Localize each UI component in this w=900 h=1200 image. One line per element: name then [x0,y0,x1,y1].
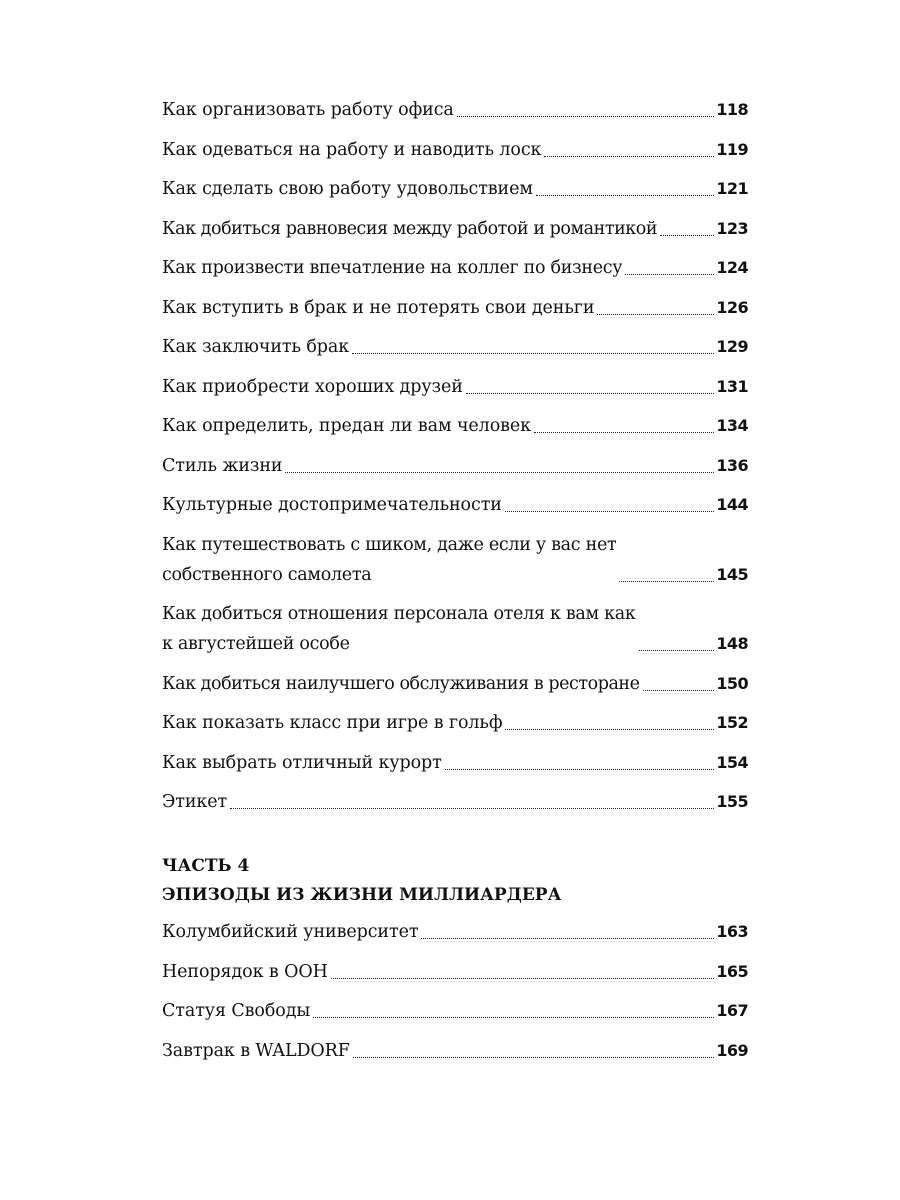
toc-entry-title: Как добиться отношения персонала отеля к вам как к августейшей особе [162,604,636,654]
toc-entry[interactable] [162,95,748,125]
toc-entry-title: Непорядок в ООН [162,961,328,982]
dot-leader [352,352,714,354]
toc-entry-page: 165 [716,961,748,981]
toc-entry-title: Как заключить брак [162,337,350,357]
toc-entry-page: 145 [716,564,748,584]
toc-entry-title: Завтрак в WALDORF [162,1040,350,1061]
dot-leader [313,1016,714,1018]
toc-entry[interactable] [162,957,748,987]
toc-entry-page: 167 [716,1001,748,1020]
toc-entry-title: Этикет [162,792,228,812]
toc-entry-page: 126 [716,297,748,317]
toc-list [162,95,748,827]
toc-entry[interactable] [162,599,748,659]
dot-leader [536,194,715,196]
toc-entry-page: 148 [716,634,748,653]
toc-entry-page: 152 [716,713,748,732]
dot-leader [353,1056,715,1058]
toc-entry[interactable] [162,253,748,283]
toc-entry-title: Как вступить в брак и не потерять свои деньги [162,297,595,318]
dot-leader [597,313,714,315]
part-title: ЭПИЗОДЫ ИЗ ЖИЗНИ МИЛЛИАРДЕРА [162,885,562,905]
toc-entry[interactable] [162,174,748,204]
toc-entry-page: 131 [716,376,748,396]
toc-entry-page: 118 [716,100,748,119]
toc-list-part4 [162,917,748,1075]
dot-leader [421,937,714,939]
dot-leader [331,977,715,979]
toc-entry[interactable] [162,530,748,590]
toc-entry-title: Как добиться равновесия между работой и романтикой [162,218,658,239]
dot-leader [639,649,715,651]
toc-entry-title: Как произвести впечатление на коллег по бизнесу [162,258,623,278]
toc-entry-title: Как одеваться на работу и наводить лоск [162,139,542,160]
toc-entry[interactable] [162,293,748,323]
dot-leader [544,155,714,157]
toc-entry[interactable] [162,708,748,738]
toc-entry[interactable] [162,917,748,947]
toc-entry-page: 169 [716,1040,748,1060]
toc-entry-page: 119 [716,139,748,159]
toc-entry[interactable] [162,332,748,362]
dot-leader [466,392,715,394]
toc-entry[interactable] [162,451,748,481]
dot-leader [285,471,714,473]
toc-entry-page: 150 [716,673,748,693]
toc-entry-page: 155 [716,792,748,811]
toc-entry-page: 123 [716,218,748,238]
toc-entry-page: 124 [716,258,748,277]
toc-entry[interactable] [162,748,748,778]
toc-entry-page: 134 [716,416,748,435]
toc-entry-title: Культурные достопримечательности [162,495,502,515]
dot-leader [505,728,714,730]
toc-entry-page: 154 [716,752,748,772]
toc-entry-title: Стиль жизни [162,455,283,476]
toc-entry[interactable] [162,372,748,402]
toc-entry-page: 121 [716,179,748,198]
toc-entry-title: Как сделать свою работу удовольствием [162,179,533,199]
dot-leader [505,510,715,512]
toc-entry[interactable] [162,669,748,699]
toc-entry[interactable] [162,490,748,520]
toc-entry-page: 136 [716,455,748,475]
toc-entry-title: Как путешествовать с шиком, даже если у вас нет собственного самолета [162,534,617,585]
toc-entry-title: Как приобрести хороших друзей [162,376,463,397]
toc-entry-title: Как добиться наилучшего обслуживания в ресторане [162,673,640,694]
part-heading [162,852,748,910]
toc-entry[interactable] [162,411,748,441]
dot-leader [643,689,715,691]
toc-entry-title: Колумбийский университет [162,922,419,942]
dot-leader [534,431,714,433]
toc-entry-title: Как выбрать отличный курорт [162,752,442,773]
dot-leader [230,807,714,809]
toc-entry-title: Статуя Свободы [162,1001,311,1021]
toc-entry[interactable] [162,1036,748,1066]
part-label: ЧАСТЬ 4 [162,856,250,876]
toc-entry[interactable] [162,787,748,817]
toc-entry[interactable] [162,996,748,1026]
dot-leader [660,234,714,236]
toc-entry[interactable] [162,214,748,244]
dot-leader [619,580,714,582]
toc-entry-page: 144 [716,495,748,514]
toc-entry[interactable] [162,135,748,165]
dot-leader [625,273,714,275]
toc-entry-title: Как определить, предан ли вам человек [162,416,531,436]
dot-leader [457,115,715,117]
toc-entry-page: 129 [716,337,748,356]
toc-entry-title: Как показать класс при игре в гольф [162,713,503,733]
toc-entry-title: Как организовать работу офиса [162,100,454,120]
toc-entry-page: 163 [716,922,748,941]
dot-leader [445,768,715,770]
